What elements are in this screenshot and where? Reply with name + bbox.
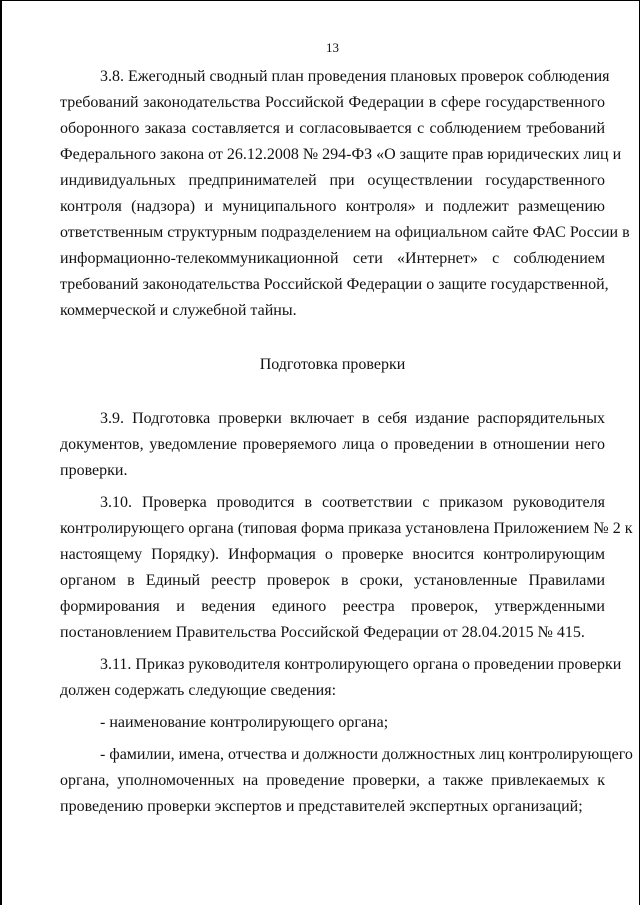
list-item-officials bbox=[60, 742, 633, 820]
paragraph-line: - наименование контролирующего органа; bbox=[100, 714, 389, 731]
paragraph-line: оборонного заказа составляется и согласовывается с соблюдением требований bbox=[60, 120, 605, 137]
paragraph-3-10 bbox=[60, 490, 633, 646]
paragraph-3-11 bbox=[60, 652, 622, 704]
paragraph-line: 3.8. Ежегодный сводный план проведения плановых проверок соблюдения bbox=[100, 68, 610, 85]
paragraph-line: требований законодательства Российской Федерации в сфере государственного bbox=[60, 94, 605, 111]
paragraph bbox=[60, 490, 633, 646]
paragraph bbox=[60, 652, 622, 704]
paragraph-line: проведению проверки экспертов и представителей экспертных организаций; bbox=[60, 798, 583, 815]
paragraph-line: 3.10. Проверка проводится в соответствии с приказом руководителя bbox=[100, 494, 605, 511]
list-item-authority-name bbox=[60, 710, 605, 736]
paragraph-line: органом в Единый реестр проверок в сроки, установленные Правилами bbox=[60, 572, 605, 589]
paragraph-line: ответственным структурным подразделением на официальном сайте ФАС России в bbox=[60, 224, 630, 241]
page-border-top bbox=[0, 0, 640, 1]
paragraph-line: документов, уведомление проверяемого лица о проведении в отношении него bbox=[60, 436, 605, 453]
paragraph bbox=[60, 710, 605, 736]
paragraph-line: 3.9. Подготовка проверки включает в себя издание распорядительных bbox=[100, 410, 605, 427]
paragraph bbox=[60, 64, 630, 324]
paragraph bbox=[60, 406, 605, 484]
page-number: 13 bbox=[326, 40, 339, 55]
paragraph-line: требований законодательства Российской Федерации о защите государственной, bbox=[60, 276, 609, 293]
paragraph-3-8 bbox=[60, 64, 630, 324]
paragraph-line: формирования и ведения единого реестра проверок, утвержденными bbox=[60, 598, 605, 615]
paragraph-line: - фамилии, имена, отчества и должности должностных лиц контролирующего bbox=[100, 746, 633, 763]
paragraph-line: контролирующего органа (типовая форма приказа установлена Приложением № 2 к bbox=[60, 520, 633, 537]
paragraph bbox=[60, 742, 633, 820]
paragraph-line: коммерческой и служебной тайны. bbox=[60, 302, 297, 319]
paragraph-line: индивидуальных предпринимателей при осуществлении государственного bbox=[60, 172, 605, 189]
paragraph-line: настоящему Порядку). Информация о проверке вносится контролирующим bbox=[60, 546, 605, 563]
paragraph-line: должен содержать следующие сведения: bbox=[60, 682, 337, 699]
paragraph-line: 3.11. Приказ руководителя контролирующего органа о проведении проверки bbox=[100, 656, 622, 673]
paragraph-line: информационно-телекоммуникационной сети «Интернет» с соблюдением bbox=[60, 250, 605, 267]
paragraph-line: органа, уполномоченных на проведение проверки, а также привлекаемых к bbox=[60, 772, 605, 789]
paragraph-line: контроля (надзора) и муниципального контроля» и подлежит размещению bbox=[60, 198, 605, 215]
document-page bbox=[60, 40, 633, 820]
page-border-left bbox=[0, 0, 2, 905]
paragraph-3-9 bbox=[60, 406, 605, 484]
section-heading: Подготовка проверки bbox=[259, 356, 406, 373]
paragraph-line: проверки. bbox=[60, 462, 128, 479]
paragraph-line: постановлением Правительства Российской Федерации от 28.04.2015 № 415. bbox=[60, 624, 585, 641]
paragraph-line: Федерального закона от 26.12.2008 № 294-ФЗ «О защите прав юридических лиц и bbox=[60, 146, 622, 163]
